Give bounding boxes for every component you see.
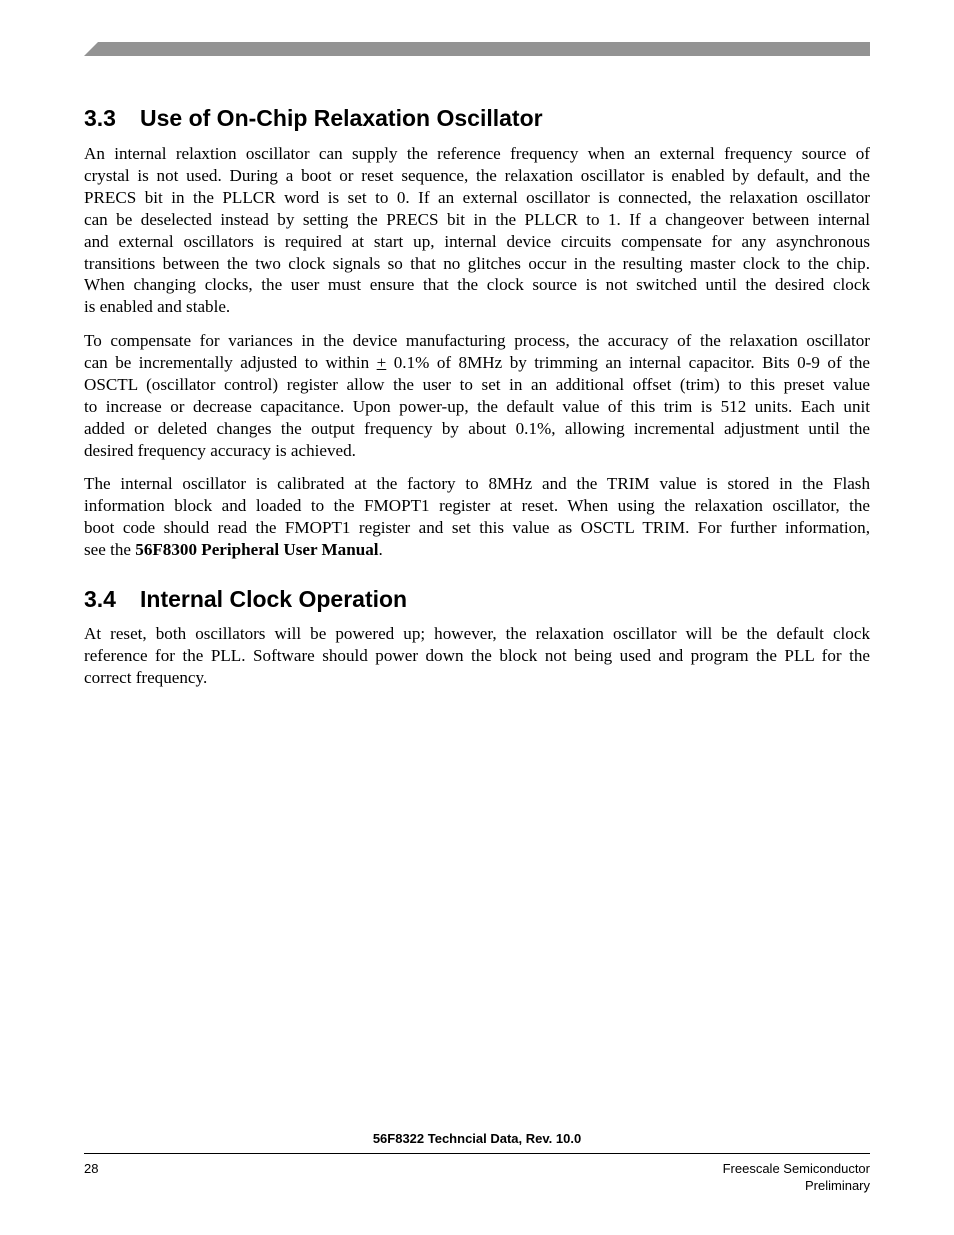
text-line: An internal relaxtion oscillator can supply the reference frequency when an external frequency source of xyxy=(84,144,870,163)
manual-reference: 56F8300 Peripheral User Manual xyxy=(135,539,379,559)
text-line xyxy=(84,352,870,374)
section-3-3-paragraph-2 xyxy=(84,330,870,461)
section-title: Internal Clock Operation xyxy=(140,586,408,612)
section-3-4-heading xyxy=(84,586,407,613)
plus-minus-symbol: + xyxy=(376,352,387,372)
text-run: 0.1% of 8MHz by trimming an internal capacitor. Bits 0-9 of the xyxy=(386,352,870,372)
text-line: can be deselected instead by setting the PRECS bit in the PLLCR to 1. If a changeover between internal xyxy=(84,209,870,229)
section-3-3-paragraph-1 xyxy=(84,143,870,318)
footer-company: Freescale Semiconductor xyxy=(722,1161,870,1176)
footer-document-title: 56F8322 Techncial Data, Rev. 10.0 xyxy=(372,1131,582,1146)
section-number: 3.3 xyxy=(84,105,116,131)
text-run: see the xyxy=(84,539,136,559)
section-3-3-heading xyxy=(84,105,543,132)
text-line: PRECS bit in the PLLCR word is set to 0. If an external oscillator is connected, the relaxation oscillator xyxy=(84,187,870,207)
text-line: The internal oscillator is calibrated at the factory to 8MHz and the TRIM value is stored in the Flash xyxy=(84,474,870,493)
footer-rule xyxy=(84,1153,870,1154)
section-title: Use of On-Chip Relaxation Oscillator xyxy=(140,105,543,131)
text-run: . xyxy=(378,539,383,559)
text-line: is enabled and stable. xyxy=(84,297,231,317)
footer-status: Preliminary xyxy=(804,1178,870,1193)
text-line: and external oscillators is required at start up, internal device circuits compensate for any asynchronous xyxy=(84,231,870,251)
text-line: boot code should read the FMOPT1 register and set this value as OSCTL TRIM. For further information, xyxy=(84,517,870,537)
section-3-4-paragraph-1 xyxy=(84,623,870,689)
text-line: information block and loaded to the FMOPT1 register at reset. When using the relaxation oscillator, the xyxy=(84,495,870,515)
text-line: desired frequency accuracy is achieved. xyxy=(84,440,356,460)
text-line: crystal is not used. During a boot or reset sequence, the relaxation oscillator is enabled by default, and the xyxy=(84,165,870,185)
header-decorative-bar xyxy=(84,42,870,56)
text-line: transitions between the two clock signals so that no glitches occur in the resulting master clock to the chip. xyxy=(84,253,870,273)
footer-page-number: 28 xyxy=(84,1161,99,1176)
text-line xyxy=(84,539,870,561)
section-number: 3.4 xyxy=(84,586,116,612)
text-line: to increase or decrease capacitance. Upon power-up, the default value of this trim is 512 units. Each unit xyxy=(84,396,870,416)
text-line: When changing clocks, the user must ensure that the clock source is not switched until the desired clock xyxy=(84,275,870,295)
text-run: can be incrementally adjusted to within xyxy=(84,352,377,372)
text-line: added or deleted changes the output frequency by about 0.1%, allowing incremental adjustment until the xyxy=(84,418,870,438)
text-line: To compensate for variances in the device manufacturing process, the accuracy of the relaxation oscillator xyxy=(84,331,870,350)
text-line: reference for the PLL. Software should power down the block not being used and program the PLL for the xyxy=(84,645,870,665)
text-line: correct frequency. xyxy=(84,667,208,687)
text-line: OSCTL (oscillator control) register allow the user to set in an additional offset (trim) to this preset value xyxy=(84,374,870,394)
section-3-3-paragraph-3 xyxy=(84,473,870,561)
text-line: At reset, both oscillators will be powered up; however, the relaxation oscillator will be the default clock xyxy=(84,624,870,643)
